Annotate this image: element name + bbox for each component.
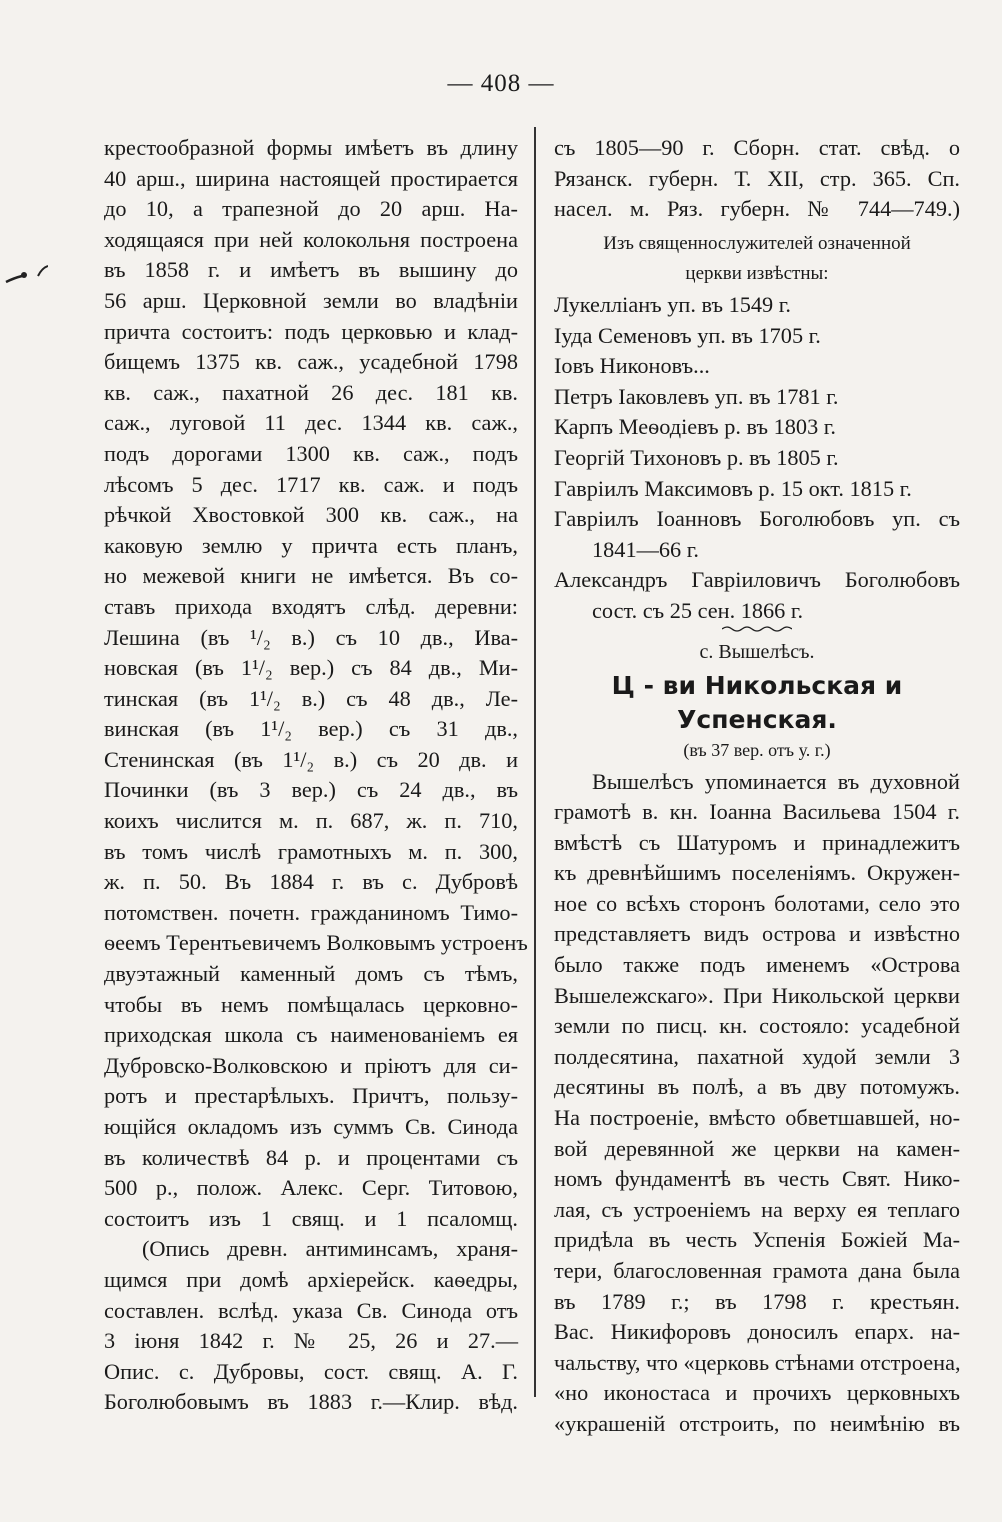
text-line: ж. п. 50. Въ 1884 г. въ с. Дубровѣ: [104, 869, 518, 895]
text-line: лѣсомъ 5 дес. 1717 кв. саж. и подъ: [104, 471, 518, 497]
text-line: Вас. Никифоровъ доносилъ епарх. на-: [554, 1319, 960, 1345]
right-column: [554, 133, 960, 1440]
text-line: съ 1805—90 г. Сборн. стат. свѣд. о: [554, 135, 960, 160]
text-line: въ томъ числѣ грамотныхъ м. п. 300,: [104, 838, 518, 864]
text-line: двуэтажный каменный домъ съ тѣмъ,: [104, 961, 518, 987]
clergy-entry: Александръ Гавріиловичъ Боголюбовъ: [554, 567, 960, 593]
text-line: составлен. вслѣд. указа Св. Синода отъ: [104, 1297, 518, 1323]
text-line: тинская (въ 1¹/₂ в.) съ 48 дв., Ле-: [104, 685, 518, 711]
text-line: ротъ и престарѣлыхъ. Причтъ, пользу-: [104, 1083, 518, 1109]
text-line: до 10, а трапезной до 20 арш. На-: [104, 196, 518, 222]
text-line: въ 1789 г.; въ 1798 г. крестьян.: [554, 1288, 960, 1314]
text-line: ставъ прихода входятъ слѣд. деревни:: [104, 593, 518, 619]
text-line: каковую землю у причта есть планъ,: [104, 532, 518, 558]
clergy-entry: 1841—66 г.: [592, 536, 699, 562]
clergy-intro: Изъ священнослужителей означенной: [603, 232, 911, 254]
clergy-intro: церкви извѣстны:: [685, 263, 829, 285]
text-line: ющійся окладомъ изъ суммъ Св. Синода: [104, 1114, 518, 1139]
text-line: На построеніе, вмѣсто обветшавшей, но-: [554, 1105, 960, 1131]
text-line: Боголюбовымъ въ 1883 г.—Клир. вѣд.: [104, 1389, 518, 1415]
text-line: коихъ числится м. п. 687, ж. п. 710,: [104, 808, 518, 834]
text-line: состоитъ изъ 1 свящ. и 1 псаломщ.: [104, 1205, 518, 1231]
text-line: «украшеній отстроить, по неимѣнію въ: [554, 1410, 960, 1436]
text-line: вой деревянной же церкви на камен-: [554, 1135, 960, 1161]
text-line: Стенинская (въ 1¹/₂ в.) съ 20 дв. и: [104, 746, 518, 772]
text-line: къ древнѣйшимъ поселеніямъ. Окружен-: [554, 860, 960, 886]
clergy-entry: Іовъ Никоновъ...: [554, 353, 710, 379]
text-line: въ 1858 г. и имѣетъ въ вышину до: [104, 257, 518, 283]
text-line: вмѣстѣ съ Шатуромъ и принадлежитъ: [554, 829, 960, 855]
text-line: (Опись древн. антиминсамъ, храня-: [142, 1236, 518, 1262]
text-line: ное со всѣхъ сторонъ болотами, село это: [554, 890, 960, 916]
text-line: подъ дорогами 1300 кв. саж., подъ: [104, 440, 518, 466]
text-line: крестообразной формы имѣетъ въ длину: [104, 135, 518, 160]
text-line: было также подъ именемъ «Острова: [554, 952, 960, 978]
text-line: кв. саж., пахатной 26 дес. 181 кв.: [104, 379, 518, 405]
text-line: представляетъ видъ острова и извѣстно: [554, 921, 960, 947]
clergy-entry: сост. съ 25 сен. 1866 г.: [592, 597, 804, 623]
text-line: 3 іюня 1842 г. № 25, 26 и 27.—: [104, 1328, 518, 1354]
clergy-entry: Карпъ Меѳодіевъ р. въ 1803 г.: [554, 414, 836, 440]
text-line: «но иконостаса и прочихъ церковныхъ: [554, 1380, 960, 1406]
text-line: ходящаяся при ней колокольня построена: [104, 226, 518, 252]
clergy-entry: Гавріилъ Максимовъ р. 15 окт. 1815 г.: [554, 475, 912, 501]
text-line: Лешина (въ ¹/₂ в.) съ 10 дв., Ива-: [104, 624, 518, 650]
section-subheading: (въ 37 вер. отъ у. г.): [683, 739, 831, 760]
text-line: Починки (въ 3 вер.) съ 24 дв., въ: [104, 777, 518, 803]
text-line: 500 р., полож. Алекс. Серг. Титовою,: [104, 1175, 518, 1201]
text-line: чальству, что «церковь стѣнами отстроена,: [554, 1349, 961, 1375]
section-heading: Ц - ви Никольская и Успенская.: [611, 670, 903, 734]
text-line: щимся при домѣ архіерейск. каѳедры,: [104, 1266, 518, 1292]
column-divider: [534, 127, 536, 1397]
text-line: земли по писц. кн. состояло: усадебной: [554, 1013, 960, 1039]
text-line: насел. м. Ряз. губерн. № 744—749.): [554, 196, 960, 222]
text-line: 56 арш. Церковной земли во владѣніи: [104, 287, 518, 313]
village-name: с. Вышелѣсъ.: [699, 640, 815, 663]
margin-mark: [4, 262, 48, 297]
text-line: приходская школа съ наименованіемъ ея: [104, 1022, 518, 1048]
text-line: винская (въ 1¹/₂ вер.) съ 31 дв.,: [104, 716, 518, 742]
text-line: грамотѣ в. кн. Іоанна Васильева 1504 г.: [554, 799, 960, 825]
text-line: полдесятина, пахатной худой земли 3: [554, 1043, 960, 1069]
text-line: лая, съ устроеніемъ на верху ея теплаго: [554, 1196, 960, 1222]
clergy-entry: Петръ Іаковлевъ уп. въ 1781 г.: [554, 383, 839, 409]
text-line: тери, благословенная грамота дана была: [554, 1258, 960, 1283]
text-line: десятины въ полѣ, а въ дву потомужъ.: [554, 1074, 960, 1100]
clergy-entry: Іуда Семеновъ уп. въ 1705 г.: [554, 322, 821, 348]
text-line: потомствен. почетн. гражданиномъ Тимо-: [104, 899, 518, 925]
text-line: Рязанск. губерн. Т. XII, стр. 365. Сп.: [554, 165, 960, 191]
text-line: номъ фундаментѣ въ честь Свят. Нико-: [554, 1166, 960, 1192]
text-line: въ количествѣ 84 р. и процентами съ: [104, 1144, 518, 1170]
text-line: бищемъ 1375 кв. саж., усадебной 1798: [104, 349, 518, 375]
text-line: Опис. с. Дубровы, сост. свящ. А. Г.: [104, 1358, 518, 1384]
page-number: — 408 —: [447, 70, 555, 97]
text-line: Вышелѣсъ упоминается въ духовной: [592, 768, 960, 794]
text-line: ѳеемъ Терентьевичемъ Волковымъ устроенъ: [104, 930, 528, 956]
clergy-entry: Георгій Тихоновъ р. въ 1805 г.: [554, 444, 839, 470]
text-line: рѣчкой Хвостовкой 300 кв. саж., на: [104, 502, 518, 528]
text-line: 40 арш., ширина настоящей простирается: [104, 165, 518, 191]
text-line: новская (въ 1¹/₂ вер.) съ 84 дв., Ми-: [104, 655, 518, 681]
ink-mark-icon: [4, 262, 48, 290]
clergy-entry: Лукелліанъ уп. въ 1549 г.: [554, 291, 791, 317]
text-line: чтобы въ немъ помѣщалась церковно-: [104, 991, 518, 1017]
text-line: саж., луговой 11 дес. 1344 кв. саж.,: [104, 410, 518, 436]
text-line: но межевой книги не имѣется. Въ со-: [104, 563, 518, 589]
text-line: причта состоитъ: подъ церковью и клад-: [104, 318, 518, 344]
text-line: придѣла въ честь Успенія Божіей Ма-: [554, 1227, 960, 1253]
clergy-entry: Гавріилъ Іоанновъ Боголюбовъ уп. съ: [554, 506, 960, 532]
text-line: Дубровско-Волковскою и пріютъ для си-: [104, 1052, 518, 1078]
left-column: [104, 133, 528, 1418]
text-line: Вышележскаго». При Никольской церкви: [554, 982, 960, 1008]
